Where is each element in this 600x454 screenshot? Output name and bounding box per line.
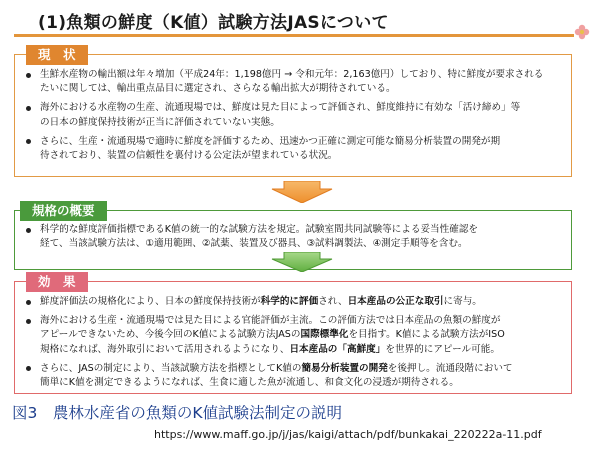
text: を目指す。K値による試験方法がISO	[348, 329, 505, 341]
text: 鮮度評価法の規格化により、日本の鮮度保持技術が	[40, 296, 261, 307]
text: アピールできないため、今後今回のK値による試験方法JASの	[40, 329, 301, 341]
list-item	[22, 101, 543, 129]
figure-caption: 図3 農林水産省の魚類のK値試験法制定の説明	[12, 404, 343, 422]
list-item-line: 海外における生産・流通現場では見た目による官能評価が主流。この評価方法では日本産品の魚類の鮮度が	[40, 315, 501, 327]
highlight-text: 科学的に評価	[260, 296, 319, 307]
list-item-line: 待されており、装置の信頼性を裏付ける公定法が望まれている状況。	[40, 150, 338, 162]
list-item	[22, 135, 543, 163]
list-item-line	[40, 343, 513, 357]
effects-section	[14, 271, 572, 396]
text: さらに、JASの制定により、当該試験方法を指標としてK値の	[40, 362, 302, 374]
list-item	[22, 68, 543, 96]
list-item-line: さらに、生産・流通現場で適時に鮮度を評価するため、迅速かつ正確に測定可能な簡易分析装置の開発が期	[40, 135, 501, 147]
list-item	[22, 295, 513, 309]
status-section	[14, 44, 572, 179]
list-item-line: 生鮮水産物の輸出額は年々増加（平成24年：1,198億円 → 令和元年：2,163億円）しており、特に鮮度が要求される	[40, 69, 544, 80]
list-item-line: の日本の鮮度保持技術が正当に評価されていない実態。	[40, 116, 280, 128]
text: を後押し。流通段階において	[387, 362, 513, 374]
list-item-line: 海外における水産物の生産、流通現場では、鮮度は見た目によって評価され、鮮度維持に有効な「活け締め」等	[40, 102, 521, 114]
down-arrow-icon	[270, 252, 334, 272]
text: され、	[318, 296, 348, 307]
list-item-line: 経て、当該試験方法は、①適用範囲、②試薬、装置及び器具、③試料調製法、④測定手順等を含む。	[40, 238, 468, 250]
list-item-line: 簡単にK値を測定できるようになれば、生食に適した魚が流通し、和食文化の浸透が期待される。	[40, 377, 459, 389]
list-item-line	[40, 328, 513, 342]
text: に寄与。	[443, 296, 482, 307]
text: を世界的にアピール可能。	[385, 343, 500, 355]
page-title: (1)魚類の鮮度（K値）試験方法JASについて	[38, 13, 389, 33]
list-item	[22, 362, 513, 390]
overview-list	[22, 223, 478, 256]
list-item	[22, 223, 478, 251]
effects-label: 効 果	[26, 272, 88, 292]
list-item-line	[40, 362, 513, 376]
highlight-text: 国際標準化	[300, 329, 349, 341]
effects-list	[22, 295, 513, 395]
overview-label: 規格の概要	[20, 201, 107, 221]
text: 規格になれば、海外取引において活用されるようになり、	[40, 343, 290, 355]
highlight-text: 日本産品の「高鮮度」	[289, 343, 386, 355]
status-list	[22, 68, 543, 168]
list-item-line: 科学的な鮮度評価指標であるK値の統一的な試験方法を規定。試験室間共同試験等による妥当性確認を	[40, 224, 479, 235]
list-item	[22, 314, 513, 357]
flower-icon	[574, 24, 590, 40]
highlight-text: 簡易分析装置の開発	[301, 362, 388, 374]
title-underline	[14, 34, 574, 37]
source-url: https://www.maff.go.jp/j/jas/kaigi/attach/pdf/bunkakai_220222a-11.pdf	[154, 428, 542, 441]
status-label: 現 状	[26, 45, 88, 65]
highlight-text: 日本産品の公正な取引	[347, 296, 444, 307]
list-item-line	[40, 295, 513, 309]
list-item-line: たいに関しては、輸出重点品目に選定され、さらなる輸出拡大が期待されている。	[40, 83, 396, 95]
